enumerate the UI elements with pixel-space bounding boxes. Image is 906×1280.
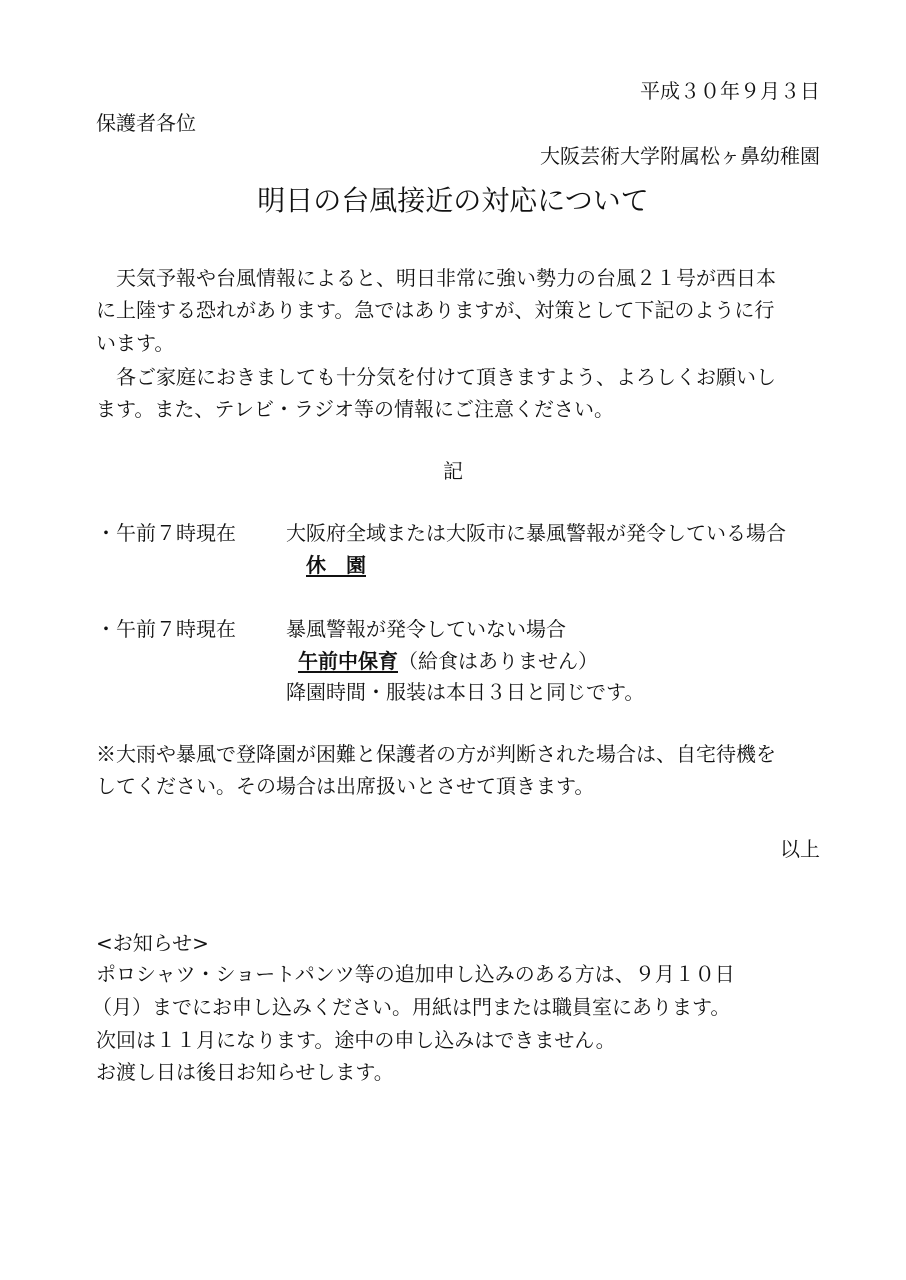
case-1-result: 休 園 [306,553,366,577]
ki-heading: 記 [443,459,463,483]
case-2-result: 午前中保育 [298,649,398,673]
notice-line: 次回は１１月になります。途中の申し込みはできません。 [96,1028,616,1052]
paragraph-line: 各ご家庭におきましても十分気を付けて頂きますよう、よろしくお願いし [96,365,776,389]
note-line: してください。その場合は出席扱いとさせて頂きます。 [96,774,595,798]
note-line: ※大雨や暴風で登降園が困難と保護者の方が判断された場合は、自宅待機を [96,742,776,766]
sender: 大阪芸術大学附属松ヶ鼻幼稚園 [540,144,820,168]
paragraph-line: 天気予報や台風情報によると、明日非常に強い勢力の台風２１号が西日本 [96,266,776,290]
closing: 以上 [780,837,820,861]
paragraph-line: ます。また、テレビ・ラジオ等の情報にご注意ください。 [96,397,614,421]
case-2-result-line [298,646,598,676]
case-1-condition: 大阪府全域または大阪市に暴風警報が発令している場合 [286,521,786,545]
addressee: 保護者各位 [96,111,196,135]
notice-heading: <お知らせ> [96,931,209,955]
case-1-time: ・午前７時現在 [96,521,236,545]
notice-line: お渡し日は後日お知らせします。 [96,1060,394,1084]
case-2-condition: 暴風警報が発令していない場合 [286,617,566,641]
paragraph-line: います。 [96,331,175,355]
notice-line: （月）までにお申し込みください。用紙は門または職員室にあります。 [92,995,731,1019]
case-2-time: ・午前７時現在 [96,617,236,641]
notice-line: ポロシャツ・ショートパンツ等の追加申し込みのある方は、９月１０日 [96,962,735,986]
paragraph-line: に上陸する恐れがあります。急ではありますが、対策として下記のように行 [96,298,775,322]
case-2-extra: 降園時間・服装は本日３日と同じです。 [286,680,645,704]
date-line: 平成３０年９月３日 [640,79,820,103]
case-2-result-note: （給食はありません） [398,649,598,673]
page-title: 明日の台風接近の対応について [257,184,649,217]
